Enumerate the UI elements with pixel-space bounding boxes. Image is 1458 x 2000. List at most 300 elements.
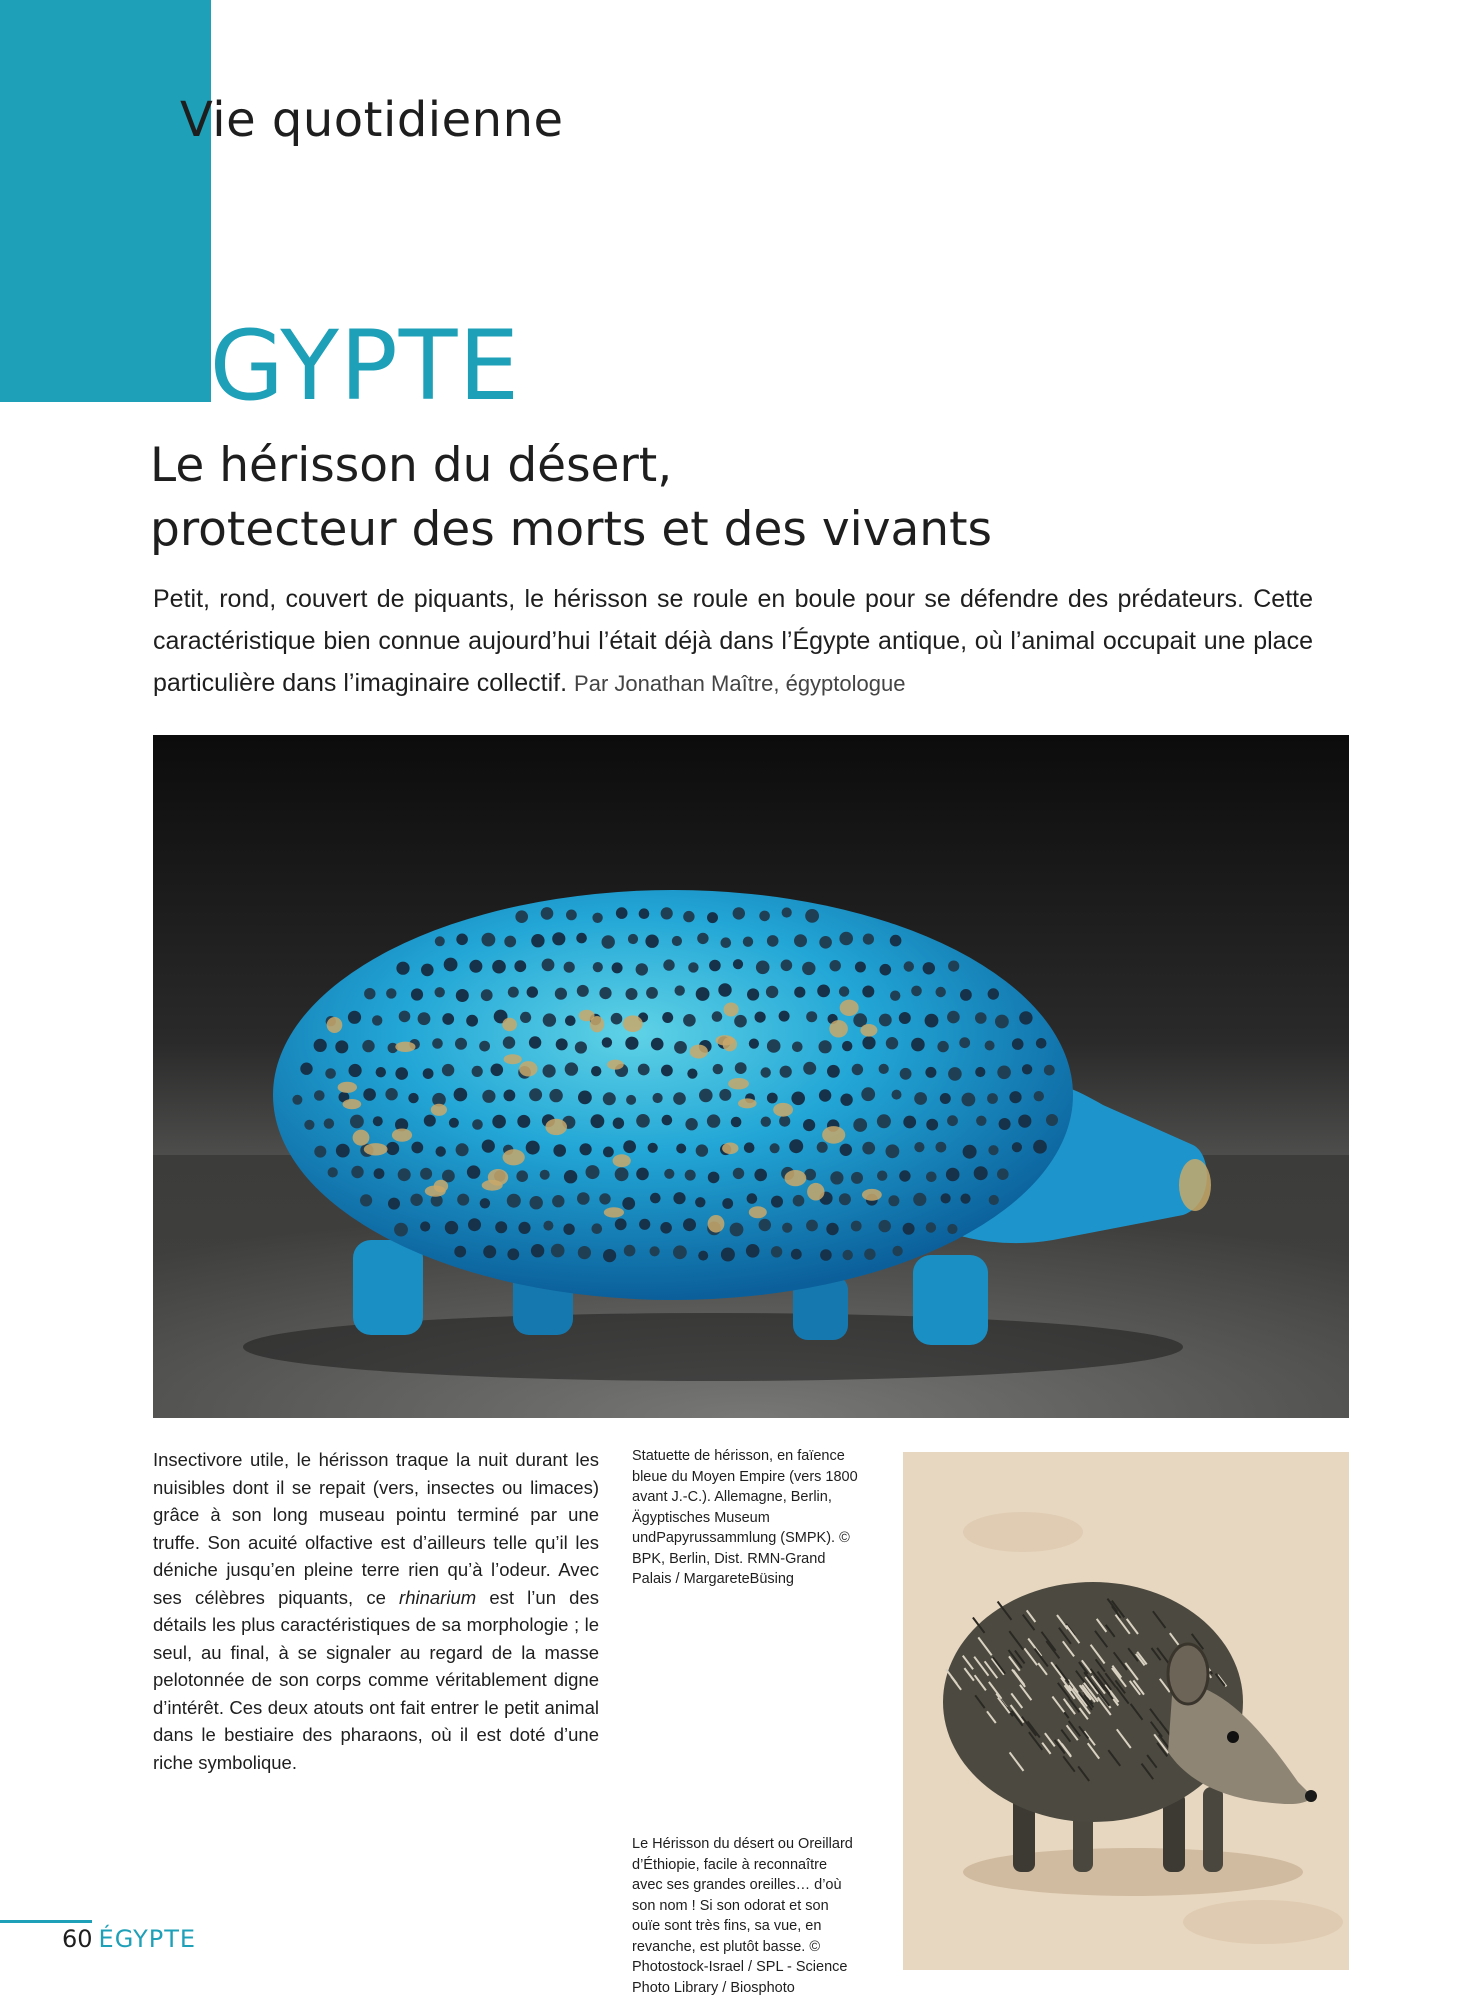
statuette-gold-spot [728, 1078, 749, 1089]
statuette-spine [563, 1224, 574, 1235]
statuette-spine [541, 907, 554, 920]
body-text-part: est l’un des détails les plus caractéristiques de sa morphologie ; le seul, au final, à se signaler au regard de la masse pelotonnée de son corps comme véritablement digne d’intérêt. Ces deux atouts ont fait entrer le petit animal dans le bestiaire des pharaons, où il est doté d’une riche symbolique. [153, 1586, 599, 1773]
statuette-spine [410, 1194, 422, 1206]
statuette-spine [435, 987, 445, 997]
statuette-spine [408, 1093, 418, 1103]
statuette-spine [529, 1036, 541, 1048]
statuette-spine [746, 1244, 760, 1258]
statuette-spine [454, 1088, 468, 1102]
statuette-spine [336, 1144, 350, 1158]
statuette-spine [468, 1218, 481, 1231]
statuette-spine [445, 1221, 458, 1234]
subtitle-line: Le hérisson du désert, [150, 438, 673, 493]
statuette-gold-spot [822, 1126, 845, 1144]
statuette-spine [660, 1222, 672, 1234]
statuette-spine [840, 1094, 852, 1106]
statuette-spine [904, 961, 914, 971]
statuette-spine [349, 1064, 362, 1077]
statuette-spine [926, 1172, 937, 1183]
statuette-spine [565, 1062, 578, 1075]
statuette-spine [731, 1117, 742, 1128]
statuette-spine [926, 1119, 938, 1131]
statuette-spine [314, 1039, 327, 1052]
statuette-gold-spot [607, 1060, 624, 1070]
statuette-spine [879, 1220, 891, 1232]
statuette-spine [376, 1067, 386, 1077]
statuette-spine [603, 1147, 614, 1158]
statuette-spine [899, 1170, 910, 1181]
statuette-spine [886, 1037, 898, 1049]
statuette-spine [730, 1223, 744, 1237]
statuette-gold-spot [623, 1015, 643, 1032]
statuette-spine [817, 1142, 828, 1153]
statuette-spine [999, 1118, 1011, 1130]
statuette-spine [767, 1093, 778, 1104]
statuette-spine [599, 1193, 610, 1204]
statuette-gold-spot [519, 1061, 537, 1076]
statuette-spine [577, 1192, 590, 1205]
statuette-spine [960, 1194, 970, 1204]
statuette-gold-spot [579, 1010, 595, 1022]
statuette-spine [767, 1039, 781, 1053]
statuette-spine [651, 1038, 664, 1051]
statuette-spine [1044, 1065, 1055, 1076]
statuette-spine [552, 1195, 564, 1207]
statuette-spine [552, 932, 565, 945]
statuette-spine [974, 1166, 988, 1180]
statuette-spine [708, 1172, 720, 1184]
statuette-gold-spot [395, 1042, 415, 1052]
statuette-spine [530, 1196, 543, 1209]
statuette-spine [923, 962, 935, 974]
statuette-spine [819, 936, 832, 949]
statuette-spine [432, 1038, 443, 1049]
statuette-spine [628, 934, 638, 944]
page-footer [62, 1925, 196, 1953]
statuette-spine [683, 1014, 696, 1027]
statuette-spine [803, 1119, 815, 1131]
statuette-spine [653, 1093, 663, 1103]
statuette-spine [793, 1195, 805, 1207]
statuette-spine [722, 1198, 733, 1209]
statuette-gold-spot [862, 1189, 882, 1201]
statuette-spine [623, 1140, 636, 1153]
statuette-gold-spot [773, 1103, 793, 1117]
statuette-spine [674, 1041, 687, 1054]
statuette-spine [636, 963, 648, 975]
statuette-spine [482, 933, 496, 947]
statuette-spine [386, 1142, 399, 1155]
statuette-spine [556, 1038, 568, 1050]
statuette-spine [803, 1062, 816, 1075]
statuette-spine [819, 1040, 832, 1053]
statuette-spine [747, 1193, 758, 1204]
statuette-spine [707, 912, 718, 923]
statuette-spine [325, 1068, 336, 1079]
statuette-spine [946, 1168, 960, 1182]
statuette-spine [997, 1066, 1011, 1080]
statuette-spine [645, 935, 658, 948]
statuette-spine [603, 1092, 616, 1105]
statuette-spine [517, 1115, 530, 1128]
statuette-gold-spot [840, 1000, 859, 1016]
statuette-spine [688, 962, 698, 972]
statuette-gold-spot [392, 1129, 412, 1142]
statuette-spine [839, 1193, 851, 1205]
statuette-spine [696, 987, 710, 1001]
statuette-spine [636, 1114, 650, 1128]
statuette-spine [696, 1144, 708, 1156]
statuette-spine [839, 932, 853, 946]
statuette-spine [940, 1093, 951, 1104]
statuette-spine [492, 960, 506, 974]
statuette-spine [794, 934, 807, 947]
statuette-spine [518, 1222, 530, 1234]
statuette-spine [852, 1064, 863, 1075]
statuette-spine [638, 1064, 650, 1076]
statuette-spine [457, 1194, 469, 1206]
statuette-gold-spot [425, 1186, 446, 1197]
hedgehog-ear [1168, 1644, 1208, 1704]
statuette-spine [959, 1037, 970, 1048]
statuette-spine [566, 910, 577, 921]
statuette-spine [936, 1142, 947, 1153]
statuette-spine [892, 1090, 902, 1100]
statuette-spine [516, 1170, 528, 1182]
statuette-spine [424, 1115, 436, 1127]
statuette-spine [575, 1041, 587, 1053]
statuette-gold-spot [503, 1149, 525, 1165]
statuette-spine [577, 985, 589, 997]
statuette-spine [386, 988, 396, 998]
statuette-spine [385, 1088, 397, 1100]
hedgehog-statuette-photo [153, 735, 1349, 1418]
statuette-spine [759, 911, 770, 922]
intro-paragraph [153, 578, 1313, 705]
statuette-spine [713, 1064, 723, 1074]
statuette-spine [636, 1168, 649, 1181]
statuette-spine [396, 962, 409, 975]
statuette-spine [543, 1221, 553, 1231]
statuette-gold-spot [738, 1098, 757, 1108]
statuette-spine [963, 1145, 977, 1159]
statuette-spine [926, 1222, 936, 1232]
statuette-gold-spot [785, 1170, 807, 1186]
statuette-spine [683, 1218, 696, 1231]
statuette-gold-spot [482, 1180, 503, 1191]
statuette-spine [350, 1115, 364, 1129]
statuette-spine [914, 1142, 924, 1152]
statuette-spine [420, 1221, 430, 1231]
statuette-spine [1034, 1091, 1044, 1101]
statuette-spine [314, 1090, 325, 1101]
statuette-spine [862, 986, 874, 998]
statuette-spine [900, 1068, 912, 1080]
statuette-spine [599, 987, 611, 999]
statuette-spine [646, 987, 658, 999]
statuette-spine [947, 1011, 960, 1024]
statuette-spine [421, 964, 434, 977]
statuette-spine [639, 1219, 650, 1230]
statuette-spine [853, 1118, 867, 1132]
statuette-spine [806, 1011, 817, 1022]
statuette-gold-spot [604, 1207, 624, 1217]
statuette-spine [780, 1066, 792, 1078]
statuette-spine [673, 1245, 687, 1259]
statuette-spine [625, 1037, 638, 1050]
statuette-spine [564, 1170, 577, 1183]
statuette-spine [851, 1221, 862, 1232]
body-paragraph [153, 1446, 599, 1776]
statuette-spine [827, 1065, 840, 1078]
statuette-spine [743, 937, 753, 947]
statuette-spine [886, 1144, 900, 1158]
statuette-spine [662, 1115, 673, 1126]
statuette-spine [639, 908, 650, 919]
statuette-spine [362, 1040, 374, 1052]
statuette-spine [862, 1036, 875, 1049]
statuette-spine [756, 961, 770, 975]
statuette-spine [721, 1248, 735, 1262]
statuette-spine [975, 1012, 987, 1024]
statuette-spine [388, 1198, 400, 1210]
body-emphasis: rhinarium [399, 1586, 477, 1608]
statuette-spine [592, 913, 602, 923]
statuette-spine [695, 1197, 705, 1207]
statuette-spine [685, 1170, 696, 1181]
statuette-spine [395, 1067, 408, 1080]
statuette-spine [913, 1193, 926, 1206]
statuette-spine [480, 1198, 490, 1208]
statuette-spine [890, 991, 900, 1001]
statuette-spine [436, 1146, 446, 1156]
statuette-spine [540, 1170, 550, 1180]
statuette-spine [820, 1249, 832, 1261]
statuette-spine [683, 911, 694, 922]
statuette-spine [663, 959, 674, 970]
statuette-spine [1009, 1091, 1021, 1103]
statuette-spine [324, 1118, 334, 1128]
statuette-spine [503, 1036, 515, 1048]
statuette-spine [1036, 1038, 1047, 1049]
statuette-spine [781, 960, 793, 972]
statuette-spine [611, 1013, 623, 1025]
statuette-spine [761, 1067, 771, 1077]
statuette-spine [529, 1088, 542, 1101]
statuette-spine [492, 1115, 506, 1129]
footer-rule [0, 1920, 92, 1923]
statuette-spine [767, 935, 779, 947]
article-subtitle [150, 434, 1350, 562]
statuette-spine [687, 1069, 697, 1079]
statuette-spine [527, 986, 538, 997]
statuette-spine [650, 1193, 661, 1204]
statuette-gold-spot [723, 1037, 737, 1051]
statuette-spine [734, 1015, 747, 1028]
statuette-spine [771, 1196, 783, 1208]
statuette-spine [603, 1249, 616, 1262]
statuette-spine [937, 1041, 948, 1052]
section-label: Vie quotidienne [180, 92, 564, 148]
statuette-spine [373, 1116, 383, 1126]
statuette-spine [481, 989, 493, 1001]
statuette-spine [592, 1223, 603, 1234]
statuette-spine [806, 1220, 818, 1232]
statuette-spine [941, 1193, 951, 1203]
statuette-spine [351, 1166, 363, 1178]
statuette-spine [482, 1140, 495, 1153]
statuette-gold-spot [502, 1018, 517, 1032]
statuette-spine [335, 1040, 348, 1053]
statuette-spine [626, 1095, 636, 1105]
subtitle-line: protecteur des morts et des vivants [150, 502, 993, 557]
statuette-spine [1012, 1038, 1024, 1050]
statuette-gold-spot [690, 1045, 708, 1059]
statuette-gold-spot [431, 1104, 447, 1116]
statuette-spine [779, 1011, 790, 1022]
statuette-spine [411, 1142, 423, 1154]
statuette-gold-spot [829, 1020, 848, 1037]
statuette-spine [543, 1064, 556, 1077]
statuette-spine [565, 1015, 576, 1026]
statuette-spine [712, 1011, 723, 1022]
statuette-gold-spot [545, 1119, 567, 1135]
statuette-spine [394, 1223, 408, 1237]
statuette-spine [676, 1144, 686, 1154]
statuette-spine [880, 964, 892, 976]
statuette-spine [840, 1144, 852, 1156]
statuette-spine [771, 1246, 782, 1257]
statuette-spine [586, 1165, 600, 1179]
statuette-spine [648, 1143, 658, 1153]
statuette-spine [890, 935, 902, 947]
desert-hedgehog-photo [903, 1452, 1349, 1970]
statuette-spine [948, 1067, 962, 1081]
statuette-spine [514, 960, 526, 972]
statuette-spine [792, 1042, 803, 1053]
statuette-spine [622, 1197, 635, 1210]
statuette-spine [491, 1064, 504, 1077]
statuette-spine [1022, 1064, 1032, 1074]
statuette-spine [766, 986, 778, 998]
statuette-spine [826, 1223, 838, 1235]
statuette-spine [661, 907, 673, 919]
statuette-spine [733, 959, 743, 969]
statuette-spine [733, 907, 745, 919]
statuette-spine [1018, 1115, 1031, 1128]
statuette-spine [864, 1249, 875, 1260]
statuette-spine [508, 987, 519, 998]
statuette-gold-spot [353, 1130, 370, 1146]
statuette-spine [442, 1013, 454, 1025]
statuette-spine [526, 1141, 540, 1155]
statuette-spine [675, 985, 685, 995]
statuette-spine [735, 1062, 747, 1074]
statuette-spine [744, 1142, 755, 1153]
statuette-spine [591, 1114, 605, 1128]
statuette-spine [551, 1244, 565, 1258]
statuette-spine [749, 1039, 759, 1049]
statuette-spine [925, 1067, 936, 1078]
statuette-spine [673, 1192, 685, 1204]
statuette-spine [472, 1119, 483, 1130]
statuette-spine [661, 1065, 673, 1077]
statuette-spine [755, 1012, 766, 1023]
statuette-spine [962, 1093, 976, 1107]
statuette-spine [988, 988, 999, 999]
statuette-spine [863, 934, 874, 945]
statuette-spine [398, 1168, 411, 1181]
statuette-spine [877, 1114, 891, 1128]
statuette-spine [304, 1120, 314, 1130]
statuette-spine [794, 987, 805, 998]
statuette-spine [830, 1171, 843, 1184]
statuette-spine [709, 960, 721, 972]
statuette-spine [363, 1088, 376, 1101]
statuette-spine [531, 934, 544, 947]
statuette-spine [911, 1038, 925, 1052]
statuette-spine [733, 1168, 744, 1179]
statuette-spine [903, 1116, 916, 1129]
statuette-gold-spot [613, 1154, 631, 1167]
statuette-spine [782, 1223, 792, 1233]
statuette-spine [495, 1221, 507, 1233]
statuette-spine [504, 1090, 516, 1102]
statuette-spine [789, 1139, 803, 1153]
statuette-spine [707, 1114, 720, 1127]
statuette-spine [879, 1064, 889, 1074]
statuette-spine [578, 1091, 592, 1105]
statuette-illustration [153, 735, 1349, 1418]
statuette-spine [374, 1168, 385, 1179]
statuette-spine [976, 1116, 986, 1126]
statuette-spine [549, 1089, 562, 1102]
statuette-spine [542, 959, 555, 972]
statuette-spine [616, 907, 628, 919]
statuette-gold-spot [724, 1003, 739, 1017]
statuette-spine [613, 1118, 624, 1129]
statuette-spine [936, 987, 946, 997]
statuette-spine [602, 1037, 612, 1047]
statuette-spine [543, 1013, 556, 1026]
statuette-spine [423, 1068, 434, 1079]
statuette-spine [697, 933, 708, 944]
hedgehog-eye [1227, 1731, 1239, 1743]
statuette-spine [989, 1195, 999, 1205]
statuette-spine [578, 1246, 591, 1259]
statuette-spine [770, 1143, 780, 1153]
statuette-spine [914, 1092, 927, 1105]
statuette-spine [456, 989, 469, 1002]
statuette-gold-spot [327, 1017, 343, 1033]
statuette-spine [673, 1092, 686, 1105]
statuette-spine [348, 1011, 361, 1024]
statuette-spine [861, 1087, 875, 1101]
statuette-spine [364, 988, 375, 999]
statuette-spine [719, 1089, 731, 1101]
statuette-spine [759, 1219, 771, 1231]
statuette-spine [314, 1146, 326, 1158]
statuette-spine [515, 910, 528, 923]
statuette-spine [624, 1245, 636, 1257]
statuette-spine [985, 1041, 995, 1051]
statuette-spine [360, 1194, 372, 1206]
statuette-spine [817, 985, 830, 998]
statuette-spine [791, 1249, 802, 1260]
statuette-spine [1033, 1140, 1047, 1154]
statuette-gold-spot [504, 1054, 522, 1064]
statuette-spine [576, 933, 587, 944]
